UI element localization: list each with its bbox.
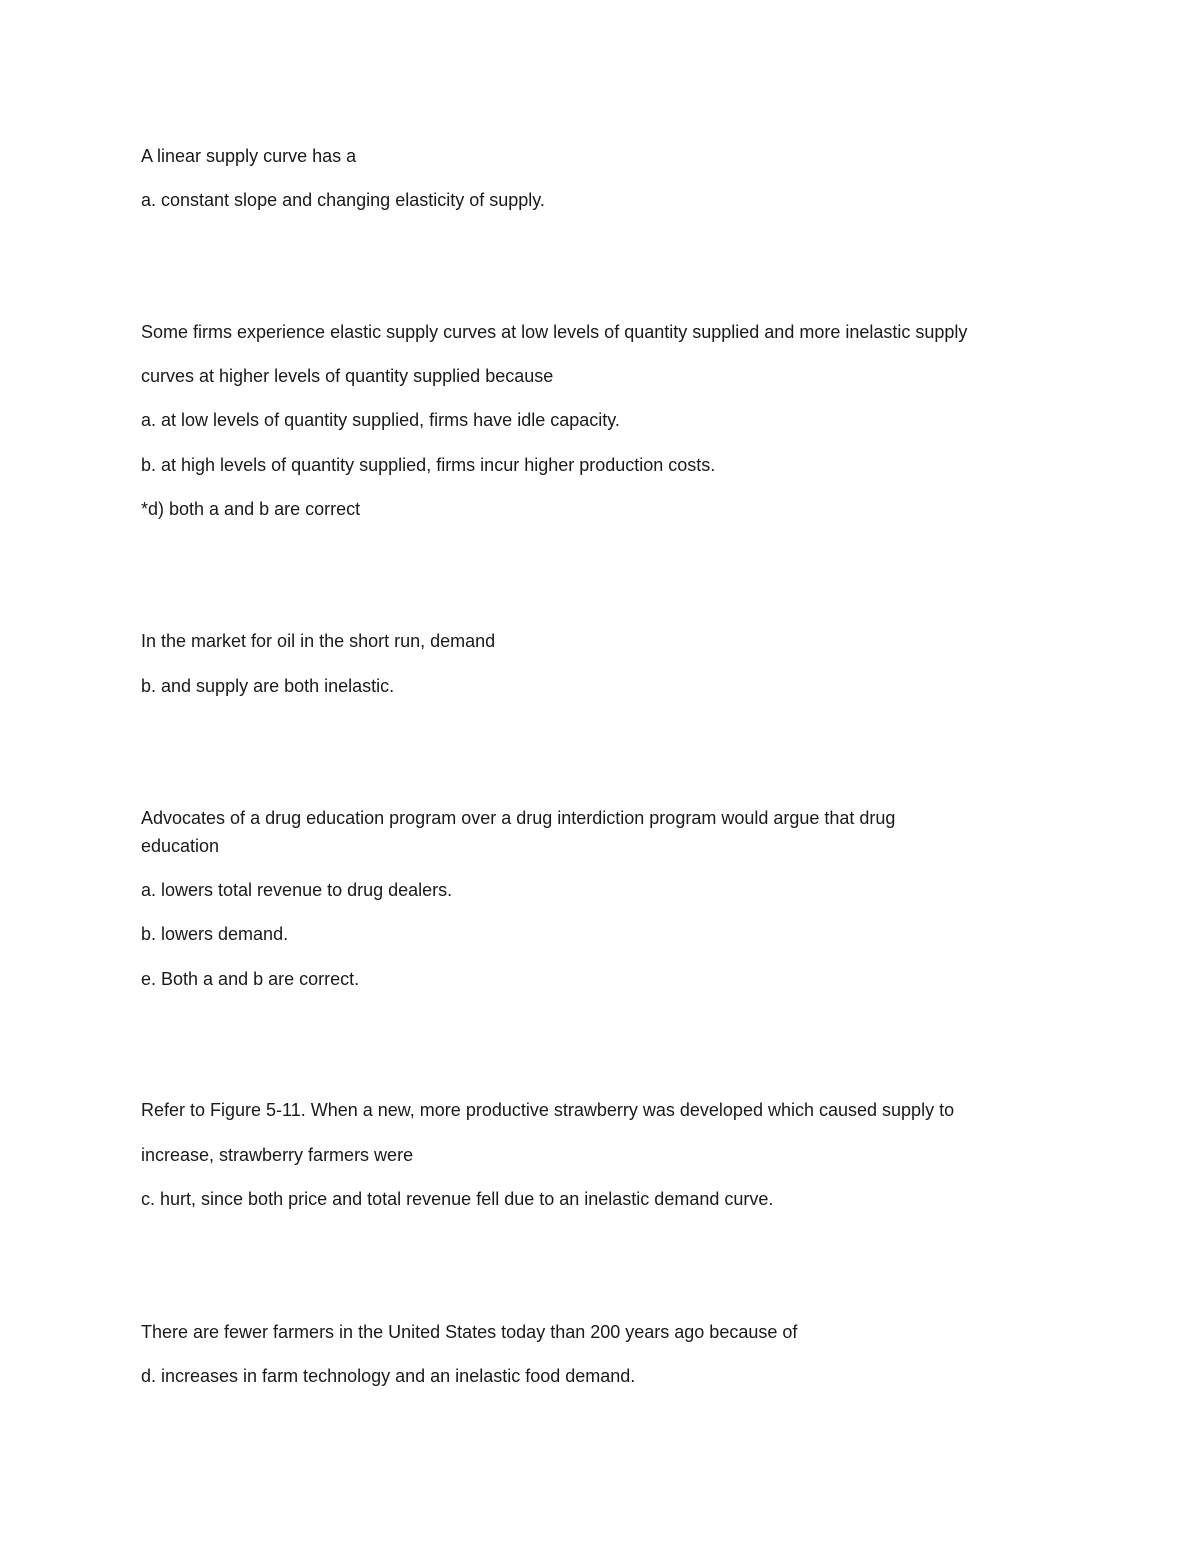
question-4-answer-a: a. lowers total revenue to drug dealers. bbox=[141, 880, 453, 900]
question-3-prompt: In the market for oil in the short run, demand bbox=[141, 631, 496, 651]
question-1-answer-a: a. constant slope and changing elasticity of supply. bbox=[141, 190, 545, 210]
question-6-prompt: There are fewer farmers in the United States today than 200 years ago because of bbox=[141, 1322, 798, 1342]
question-2-answer-d: *d) both a and b are correct bbox=[141, 499, 361, 519]
question-2-prompt-line-2: curves at higher levels of quantity supplied because bbox=[141, 366, 554, 386]
question-2-answer-a: a. at low levels of quantity supplied, firms have idle capacity. bbox=[141, 410, 620, 430]
question-5-prompt-line-1: Refer to Figure 5-11. When a new, more productive strawberry was developed which caused supply to bbox=[141, 1100, 955, 1120]
question-6-answer-d: d. increases in farm technology and an inelastic food demand. bbox=[141, 1366, 636, 1386]
question-4-prompt-line-1: Advocates of a drug education program over a drug interdiction program would argue that drug bbox=[141, 808, 896, 828]
question-2-answer-b: b. at high levels of quantity supplied, firms incur higher production costs. bbox=[141, 455, 716, 475]
question-3-answer-b: b. and supply are both inelastic. bbox=[141, 676, 395, 696]
question-4-prompt-line-2: education bbox=[141, 836, 220, 856]
question-4-answer-e: e. Both a and b are correct. bbox=[141, 969, 360, 989]
question-2-prompt-line-1: Some firms experience elastic supply curves at low levels of quantity supplied and more inelastic supply bbox=[141, 322, 968, 342]
question-5-answer-c: c. hurt, since both price and total revenue fell due to an inelastic demand curve. bbox=[141, 1189, 774, 1209]
question-1-prompt: A linear supply curve has a bbox=[141, 146, 357, 166]
question-5-prompt-line-2: increase, strawberry farmers were bbox=[141, 1145, 414, 1165]
question-4-answer-b: b. lowers demand. bbox=[141, 924, 289, 944]
